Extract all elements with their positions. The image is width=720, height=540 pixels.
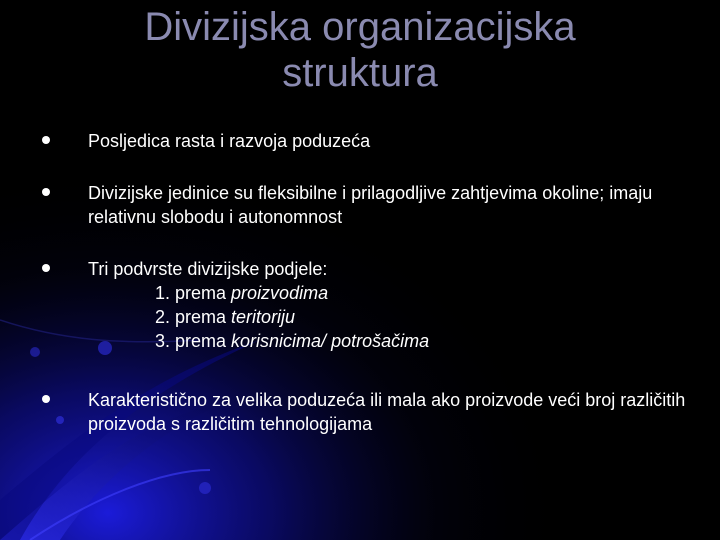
bullet-text: Karakteristično za velika poduzeća ili mala ako proizvode veći broj različitih proizvoda s različitim tehnologijama: [88, 390, 686, 434]
sub-item-prefix: 3. prema: [155, 331, 232, 351]
bullet-text: [88, 257, 688, 353]
slide-title-line-1: Divizijska organizacijska: [144, 5, 576, 49]
sub-item: [88, 329, 688, 353]
sub-item-emphasis: korisnicima/ potrošačima: [231, 331, 430, 351]
sub-item-prefix: 2. prema: [155, 307, 232, 327]
bullet-icon: [42, 264, 50, 272]
bullet-text: Posljedica rasta i razvoja poduzeća: [88, 131, 371, 151]
decor-dot: [56, 416, 64, 424]
bullet-icon: [42, 188, 50, 196]
sub-item-emphasis: proizvodima: [231, 283, 329, 303]
decor-dot: [199, 482, 211, 494]
bullet-icon: [42, 136, 50, 144]
sub-item-prefix: 1. prema: [155, 283, 232, 303]
bullet-heading: Tri podvrste divizijske podjele:: [88, 259, 328, 279]
sub-item: [88, 305, 688, 329]
slide-title-line-2: struktura: [282, 51, 438, 95]
slide-title: [60, 4, 660, 96]
sub-item-emphasis: teritoriju: [231, 307, 296, 327]
sub-item: [88, 281, 688, 305]
decor-dot: [30, 347, 40, 357]
bullet-icon: [42, 395, 50, 403]
bullet-text: Divizijske jedinice su fleksibilne i prilagodljive zahtjevima okoline; imaju relativnu slobodu i autonomnost: [88, 183, 653, 227]
